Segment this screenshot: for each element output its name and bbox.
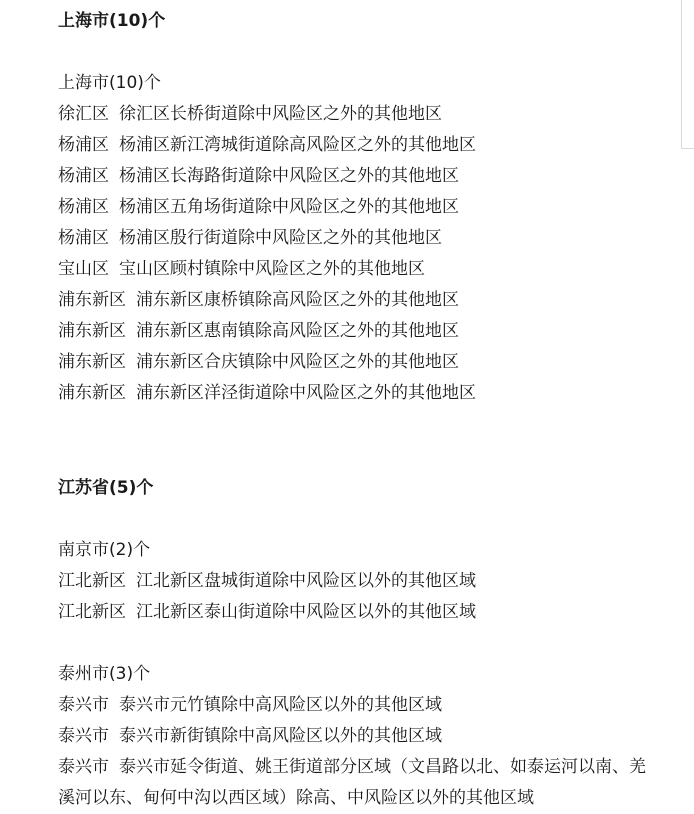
- section-heading-jiangsu: 江苏省(5)个: [58, 478, 154, 498]
- nanjing-list: [58, 566, 678, 628]
- area-description: 杨浦区五角场街道除中风险区之外的其他地区: [119, 197, 459, 217]
- spacer: [58, 37, 678, 68]
- area-description: 浦东新区惠南镇除高风险区之外的其他地区: [136, 321, 459, 341]
- district-name: 杨浦区: [58, 135, 109, 155]
- city-label-nanjing: 南京市(2)个: [58, 540, 151, 560]
- district-name: 江北新区: [58, 571, 126, 591]
- area-description: 浦东新区合庆镇除中风险区之外的其他地区: [136, 352, 459, 372]
- area-description: 浦东新区康桥镇除高风险区之外的其他地区: [136, 290, 459, 310]
- list-item: [58, 161, 678, 192]
- area-description: 江北新区盘城街道除中风险区以外的其他区域: [136, 571, 476, 591]
- area-description: 宝山区顾村镇除中风险区之外的其他地区: [119, 259, 425, 279]
- shanghai-list: [58, 99, 678, 409]
- document-body: [58, 0, 678, 814]
- list-item: [58, 223, 678, 254]
- list-item: [58, 566, 678, 597]
- spacer: [58, 409, 678, 473]
- area-description: 浦东新区洋泾街道除中风险区之外的其他地区: [136, 383, 476, 403]
- page-edge-divider: [681, 0, 694, 149]
- district-name: 泰兴市: [58, 726, 109, 746]
- list-item: [58, 347, 678, 378]
- area-description: 徐汇区长桥街道除中风险区之外的其他地区: [119, 104, 442, 124]
- district-name: 浦东新区: [58, 321, 126, 341]
- list-item: [58, 316, 678, 347]
- list-item: [58, 721, 678, 752]
- area-description: 杨浦区长海路街道除中风险区之外的其他地区: [119, 166, 459, 186]
- list-item: [58, 254, 678, 285]
- list-item: [58, 285, 678, 316]
- district-name: 浦东新区: [58, 383, 126, 403]
- district-name: 浦东新区: [58, 352, 126, 372]
- district-name: 泰兴市: [58, 757, 109, 777]
- list-item: [58, 130, 678, 161]
- list-item: [58, 690, 678, 721]
- spacer: [58, 628, 678, 659]
- district-name: 江北新区: [58, 602, 126, 622]
- taizhou-list: [58, 690, 678, 814]
- city-label-taizhou: 泰州市(3)个: [58, 664, 151, 684]
- area-description: 杨浦区殷行街道除中风险区之外的其他地区: [119, 228, 442, 248]
- district-name: 泰兴市: [58, 695, 109, 715]
- area-description: 泰兴市新街镇除中高风险区以外的其他区域: [119, 726, 442, 746]
- list-item: [58, 752, 658, 814]
- district-name: 杨浦区: [58, 166, 109, 186]
- section-heading-shanghai: 上海市(10)个: [58, 11, 166, 31]
- district-name: 徐汇区: [58, 104, 109, 124]
- district-name: 浦东新区: [58, 290, 126, 310]
- district-name: 杨浦区: [58, 197, 109, 217]
- city-label-shanghai: 上海市(10)个: [58, 73, 161, 93]
- area-description: 泰兴市元竹镇除中高风险区以外的其他区域: [119, 695, 442, 715]
- list-item: [58, 99, 678, 130]
- list-item: [58, 597, 678, 628]
- area-description: 泰兴市延令街道、姚王街道部分区域（文昌路以北、如泰运河以南、羌溪河以东、甸何中沟以西区域）除高、中风险区以外的其他区域: [58, 757, 646, 808]
- district-name: 宝山区: [58, 259, 109, 279]
- area-description: 杨浦区新江湾城街道除高风险区之外的其他地区: [119, 135, 476, 155]
- area-description: 江北新区泰山街道除中风险区以外的其他区域: [136, 602, 476, 622]
- list-item: [58, 192, 678, 223]
- district-name: 杨浦区: [58, 228, 109, 248]
- spacer: [58, 504, 678, 535]
- list-item: [58, 378, 678, 409]
